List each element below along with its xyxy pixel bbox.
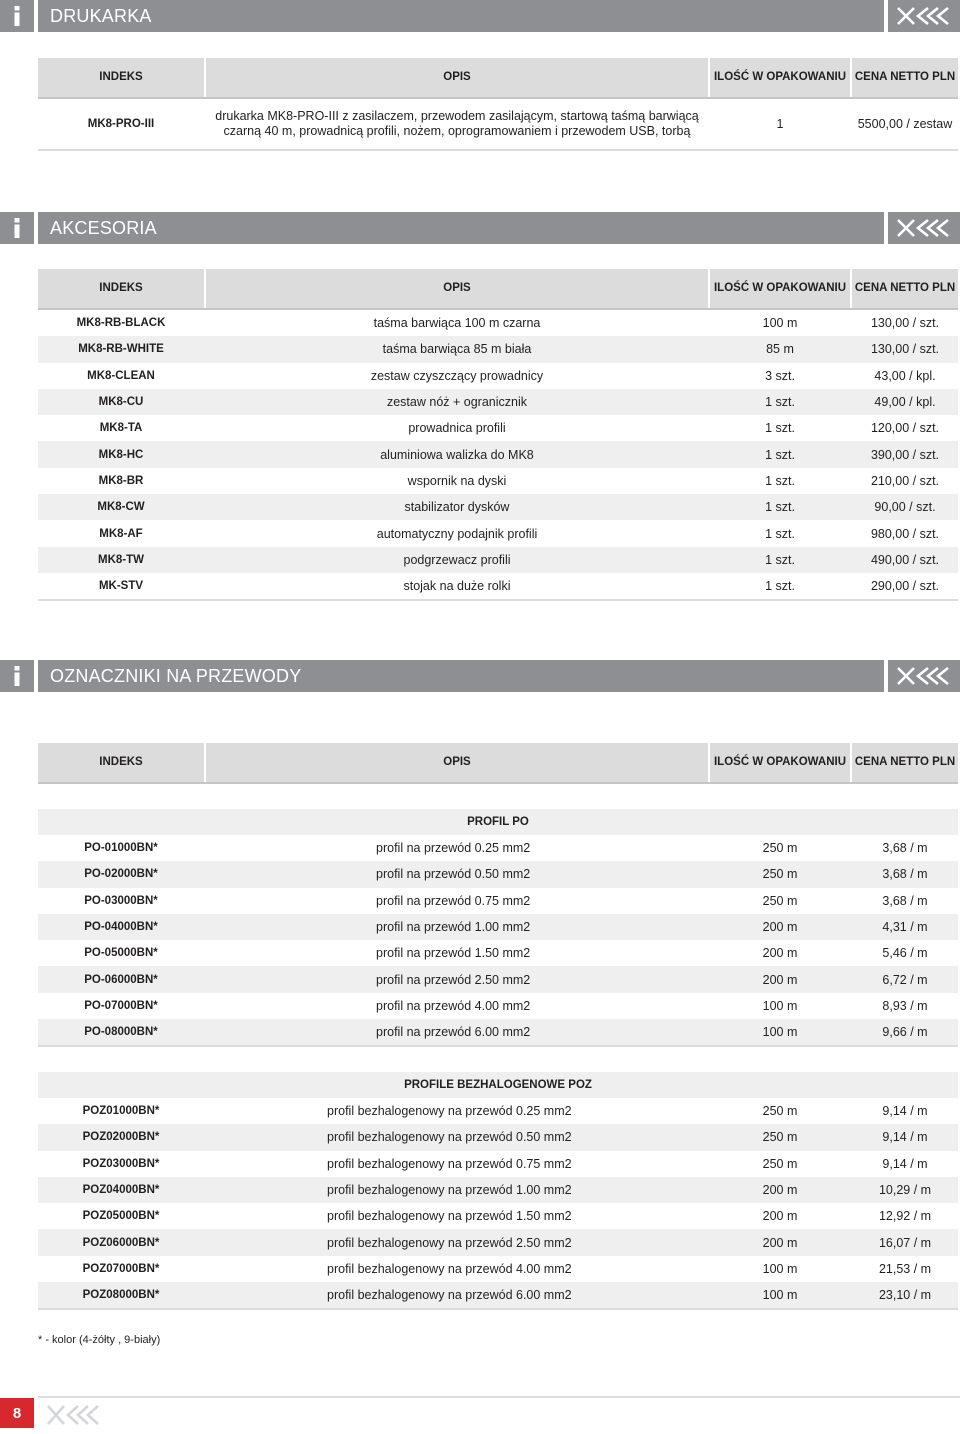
cell-desc: prowadnica profili [408,421,506,436]
cell-qty: 200 m [762,972,798,987]
cell-price: 8,93 / m [882,998,928,1013]
cell-index: PO-08000BN* [84,1026,158,1039]
cell-price: 23,10 / m [878,1288,932,1303]
cell-desc: zestaw czyszczący prowadnicy [370,368,544,383]
cell-index: MK8-BR [98,474,144,487]
table-row [38,1282,958,1308]
cell-index: PO-02000BN* [84,868,158,881]
cell-desc: taśma barwiąca 100 m czarna [373,316,541,331]
cell-index: MK8-HC [98,448,144,461]
cell-index: POZ04000BN* [82,1184,160,1197]
cell-index: PO-06000BN* [84,973,158,986]
cell-price: 9,14 / m [882,1104,928,1119]
cell-price: 980,00 / szt. [870,526,940,541]
cell-qty: 200 m [762,946,798,961]
cell-index: PO-03000BN* [84,894,158,907]
table-row [38,363,958,389]
cell-index: MK8-TW [98,553,144,566]
table-row [38,415,958,441]
cell-index: POZ01000BN* [82,1105,160,1118]
cell-qty: 1 szt. [765,579,795,594]
cell-price: 5500,00 / zestaw [857,117,953,131]
section-title-bar [38,0,884,32]
section-header-oznaczniki [0,660,960,692]
cell-price: 3,68 / m [882,841,928,856]
cell-qty: 1 szt. [765,552,795,567]
cell-desc: profil na przewód 6.00 mm2 [376,1025,531,1040]
info-icon [0,212,34,244]
cell-qty: 250 m [762,893,798,908]
cell-index: MK8-PRO-III [87,118,155,130]
cell-desc: profil na przewód 0.75 mm2 [376,893,531,908]
cell-price: 9,14 / m [882,1156,928,1171]
group-label: PROFILE BEZHALOGENOWE POZ [38,1072,958,1098]
column-header-price: CENA NETTO PLN [854,756,956,768]
cell-index: POZ05000BN* [82,1210,160,1223]
footer-divider [38,1396,960,1398]
table-row [38,888,958,914]
table-row [38,573,958,599]
cell-desc: zestaw nóż + ogranicznik [386,395,527,410]
column-header-desc: OPIS [443,71,471,83]
table-row [38,914,958,940]
cell-price: 21,53 / m [878,1261,932,1276]
cell-price: 9,66 / m [882,1025,928,1040]
cell-price: 12,92 / m [878,1209,932,1224]
table-row [38,468,958,494]
table-row [38,494,958,520]
cell-qty: 100 m [762,1025,798,1040]
column-header-qty: ILOŚĆ W OPAKOWANIU [713,756,847,768]
cell-price: 490,00 / szt. [870,552,940,567]
cell-index: MK8-CU [98,396,144,409]
cell-price: 390,00 / szt. [870,447,940,462]
table-row [38,1019,958,1045]
brand-logo-icon [888,0,960,32]
cell-index: PO-07000BN* [84,999,158,1012]
cell-index: MK-STV [98,580,144,593]
section-title: OZNACZNIKI NA PRZEWODY [50,666,302,686]
table-row [38,1124,958,1150]
cell-desc: profil bezhalogenowy na przewód 1.00 mm2 [327,1183,572,1198]
section-title-bar [38,212,884,244]
table-row [38,835,958,861]
cell-desc: profil bezhalogenowy na przewód 2.50 mm2 [327,1235,572,1250]
cell-desc: podgrzewacz profili [403,552,511,567]
column-header-price: CENA NETTO PLN [854,71,956,83]
cell-desc: profil na przewód 0.50 mm2 [376,867,531,882]
cell-desc: profil na przewód 4.00 mm2 [376,998,531,1013]
cell-qty: 85 m [766,342,794,357]
cell-qty: 250 m [762,1130,798,1145]
table-row [38,310,958,336]
cell-price: 130,00 / szt. [870,316,940,331]
cell-index: MK8-RB-BLACK [76,317,166,330]
table-oznaczniki [38,743,958,784]
cell-desc: automatyczny podajnik profili [376,526,538,541]
cell-qty: 1 szt. [765,500,795,515]
cell-qty: 3 szt. [765,368,795,383]
cell-qty: 200 m [762,920,798,935]
table-row [38,1098,958,1124]
cell-price: 3,68 / m [882,893,928,908]
table-row [38,1177,958,1203]
table-header [38,269,958,310]
cell-price: 130,00 / szt. [870,342,940,357]
table-header [38,58,958,99]
cell-index: POZ02000BN* [82,1131,160,1144]
cell-desc: profil na przewód 2.50 mm2 [376,972,531,987]
cell-price: 9,14 / m [882,1130,928,1145]
table-akcesoria [38,269,958,601]
table-row [38,966,958,992]
table-row [38,389,958,415]
cell-price: 6,72 / m [882,972,928,987]
info-icon [0,660,34,692]
cell-index: PO-05000BN* [84,947,158,960]
cell-qty: 200 m [762,1209,798,1224]
cell-price: 210,00 / szt. [870,473,940,488]
cell-index: MK8-RB-WHITE [78,343,164,356]
info-icon [0,0,34,32]
cell-desc: stojak na duże rolki [403,579,511,594]
cell-index: POZ08000BN* [82,1289,160,1302]
cell-qty: 100 m [762,1288,798,1303]
cell-price: 290,00 / szt. [870,579,940,594]
cell-price: 16,07 / m [878,1235,932,1250]
section-title: AKCESORIA [50,218,157,238]
cell-price: 43,00 / kpl. [874,368,936,383]
cell-desc: stabilizator dysków [404,500,510,515]
cell-desc: aluminiowa walizka do MK8 [380,447,534,462]
cell-index: MK8-TA [99,422,143,435]
column-header-index: INDEKS [99,282,143,294]
table-row [38,1229,958,1255]
cell-index: MK8-CLEAN [87,369,155,382]
section-title: DRUKARKA [50,6,152,26]
cell-desc: taśma barwiąca 85 m biała [382,342,532,357]
cell-qty: 100 m [762,998,798,1013]
table-row [38,940,958,966]
column-header-desc: OPIS [443,756,471,768]
cell-desc: profil bezhalogenowy na przewód 6.00 mm2 [327,1288,572,1303]
cell-index: POZ03000BN* [82,1157,160,1170]
column-header-qty: ILOŚĆ W OPAKOWANIU [713,71,847,83]
cell-price: 5,46 / m [882,946,928,961]
brand-logo-icon [888,212,960,244]
cell-index: POZ06000BN* [82,1236,160,1249]
table-body [38,310,958,599]
cell-qty: 200 m [762,1235,798,1250]
table-row [38,1203,958,1229]
cell-desc: profil na przewód 1.00 mm2 [376,920,531,935]
brand-logo-icon [40,1400,112,1430]
cell-qty: 1 szt. [765,526,795,541]
cell-index: PO-01000BN* [84,842,158,855]
section-header-akcesoria [0,212,960,244]
cell-desc: profil bezhalogenowy na przewód 1.50 mm2 [327,1209,572,1224]
cell-qty: 1 szt. [765,447,795,462]
table-drukarka [38,58,958,151]
cell-desc: drukarka MK8-PRO-III z zasilaczem, przewodem zasilającym, startową taśmą barwiącą czarną 40 m, prowadnicą profili, nożem, oprogramowaniem i przewodem USB, torbą [215,109,699,138]
cell-desc: profil bezhalogenowy na przewód 4.00 mm2 [327,1261,572,1276]
cell-qty: 100 m [762,316,798,331]
cell-price: 10,29 / m [878,1183,932,1198]
cell-qty: 250 m [762,1156,798,1171]
cell-desc: profil na przewód 1.50 mm2 [376,946,531,961]
cell-price: 3,68 / m [882,867,928,882]
cell-index: PO-04000BN* [84,921,158,934]
column-header-index: INDEKS [99,756,143,768]
cell-qty: 250 m [762,867,798,882]
column-header-price: CENA NETTO PLN [854,282,956,294]
cell-price: 120,00 / szt. [870,421,940,436]
cell-qty: 1 szt. [765,473,795,488]
table-header [38,743,958,784]
cell-qty: 1 szt. [765,421,795,436]
cell-index: MK8-AF [99,527,143,540]
section-header-drukarka [0,0,960,32]
cell-qty: 1 szt. [765,395,795,410]
cell-index: MK8-CW [97,501,145,514]
table-group-profil-po [38,809,958,1047]
cell-price: 49,00 / kpl. [874,395,936,410]
table-row [38,1256,958,1282]
table-row [38,547,958,573]
table-row [38,441,958,467]
table-group-profile-poz [38,1072,958,1310]
table-row [38,336,958,362]
group-label: PROFIL PO [38,809,958,835]
cell-price: 90,00 / szt. [874,500,936,515]
table-row [38,861,958,887]
cell-index: POZ07000BN* [82,1262,160,1275]
cell-desc: profil bezhalogenowy na przewód 0.25 mm2 [327,1104,572,1119]
cell-qty: 250 m [762,1104,798,1119]
column-header-desc: OPIS [443,282,471,294]
cell-qty: 1 [776,117,784,131]
table-row [38,520,958,546]
table-row [38,1151,958,1177]
footnote: * - kolor (4-żółty , 9-biały) [38,1334,161,1346]
table-body [38,835,958,1045]
cell-qty: 100 m [762,1261,798,1276]
cell-qty: 250 m [762,841,798,856]
cell-desc: profil bezhalogenowy na przewód 0.75 mm2 [327,1156,572,1171]
cell-qty: 200 m [762,1183,798,1198]
cell-desc: profil bezhalogenowy na przewód 0.50 mm2 [327,1130,572,1145]
column-header-index: INDEKS [99,71,143,83]
page-number: 8 [0,1398,34,1428]
table-body [38,1098,958,1308]
table-row [38,99,958,149]
brand-logo-icon [888,660,960,692]
cell-desc: wspornik na dyski [407,473,507,488]
table-row [38,993,958,1019]
cell-desc: profil na przewód 0.25 mm2 [376,841,531,856]
section-title-bar [38,660,884,692]
cell-price: 4,31 / m [882,920,928,935]
column-header-qty: ILOŚĆ W OPAKOWANIU [713,282,847,294]
